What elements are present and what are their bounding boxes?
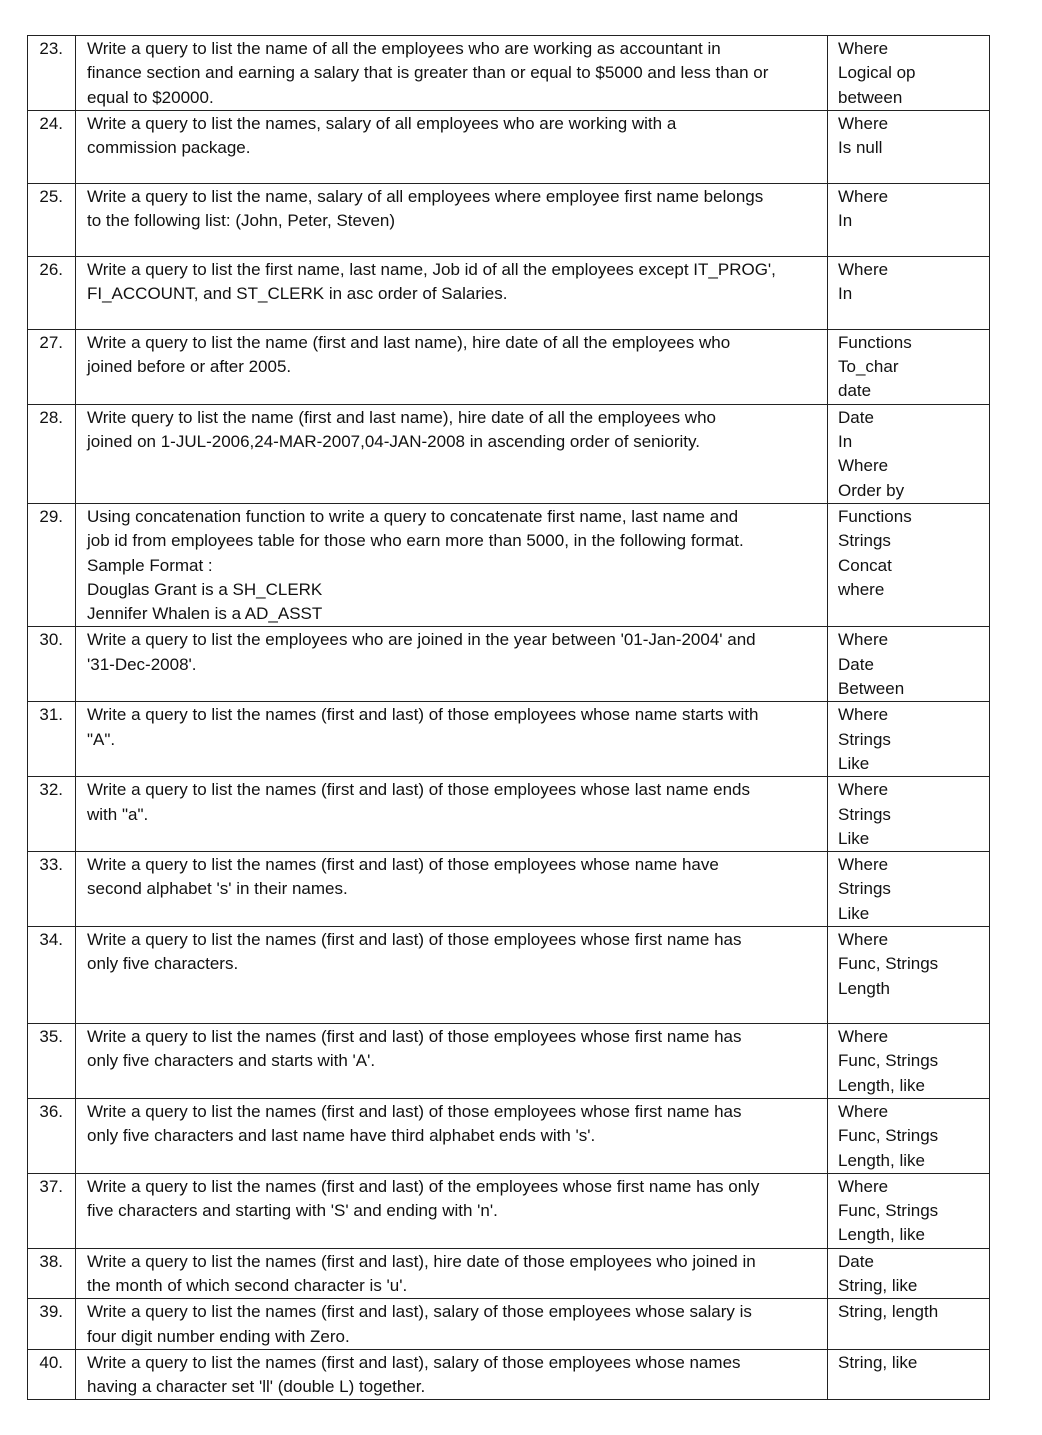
question-line: Sample Format : xyxy=(87,555,213,575)
row-number: 30. xyxy=(28,627,76,702)
table-row xyxy=(28,404,990,503)
topic-tag: In xyxy=(838,284,853,304)
topic-tag: Strings xyxy=(838,729,891,749)
question-line: joined before or after 2005. xyxy=(87,357,292,377)
question-line: to the following list: (John, Peter, Steven) xyxy=(87,211,396,231)
table-row xyxy=(28,702,990,777)
topic-tag: Where xyxy=(838,39,889,58)
question-line: Write a query to list the name, salary of all employees where employee first name belongs xyxy=(87,186,764,206)
row-number: 33. xyxy=(28,852,76,927)
topic-tag: Strings xyxy=(838,531,891,551)
question-line: only five characters and last name have third alphabet ends with 's'. xyxy=(87,1126,596,1146)
question-text xyxy=(76,1299,828,1350)
topic-tag: Where xyxy=(838,186,889,206)
topic-cell xyxy=(828,36,990,111)
question-text xyxy=(76,777,828,852)
topic-tag: Length, like xyxy=(838,1075,925,1095)
question-line: Write a query to list the names (first and last) of those employees whose first name has xyxy=(87,1027,742,1047)
question-line: Write a query to list the names (first and last), hire date of those employees who joined in xyxy=(87,1251,756,1271)
topic-tag: Where xyxy=(838,1176,889,1196)
question-line: with "a". xyxy=(87,804,149,824)
question-line: Write a query to list the names (first and last), salary of those employees whose names xyxy=(87,1352,741,1372)
question-line: four digit number ending with Zero. xyxy=(87,1326,350,1346)
question-text xyxy=(76,329,828,404)
row-number: 27. xyxy=(28,329,76,404)
question-line: finance section and earning a salary that is greater than or equal to $5000 and less than or xyxy=(87,63,769,83)
topic-tag: Is null xyxy=(838,138,883,158)
topic-tag: Concat xyxy=(838,555,892,575)
topic-tag: Where xyxy=(838,705,889,725)
table-row xyxy=(28,852,990,927)
question-line: joined on 1-JUL-2006,24-MAR-2007,04-JAN-2008 in ascending order of seniority. xyxy=(87,432,700,452)
table-row xyxy=(28,627,990,702)
topic-tag: Where xyxy=(838,259,889,279)
row-number: 38. xyxy=(28,1248,76,1299)
topic-tag: Func, Strings xyxy=(838,954,939,974)
table-row xyxy=(28,110,990,183)
question-line: having a character set 'll' (double L) together. xyxy=(87,1377,426,1397)
row-number: 23. xyxy=(28,36,76,111)
table-row xyxy=(28,1173,990,1248)
question-line: '31-Dec-2008'. xyxy=(87,654,197,674)
question-text xyxy=(76,404,828,503)
row-number: 37. xyxy=(28,1173,76,1248)
question-text xyxy=(76,256,828,329)
question-line: Using concatenation function to write a query to concatenate first name, last name and xyxy=(87,506,739,526)
question-line: Write a query to list the names (first and last) of those employees whose first name has xyxy=(87,1101,742,1121)
question-text xyxy=(76,110,828,183)
question-text xyxy=(76,927,828,1024)
question-line: Douglas Grant is a SH_CLERK xyxy=(87,579,323,599)
table-row xyxy=(28,1299,990,1350)
topic-tag: String, like xyxy=(838,1275,918,1295)
row-number: 28. xyxy=(28,404,76,503)
question-line: Write a query to list the employees who are joined in the year between '01-Jan-2004' and xyxy=(87,630,756,650)
topic-tag: date xyxy=(838,381,872,401)
topic-tag: Where xyxy=(838,456,889,476)
table-row xyxy=(28,1098,990,1173)
topic-tag: Strings xyxy=(838,804,891,824)
question-line: the month of which second character is 'u'. xyxy=(87,1275,408,1295)
topic-cell xyxy=(828,627,990,702)
question-line: Write a query to list the name of all the employees who are working as accountant in xyxy=(87,39,721,58)
table-row xyxy=(28,1024,990,1099)
row-number: 31. xyxy=(28,702,76,777)
topic-tag: Where xyxy=(838,930,889,950)
question-line: Write a query to list the name (first and last name), hire date of all the employees who xyxy=(87,332,731,352)
question-line: five characters and starting with 'S' and ending with 'n'. xyxy=(87,1201,498,1221)
topic-tag: Strings xyxy=(838,879,891,899)
question-text xyxy=(76,1098,828,1173)
table-row xyxy=(28,329,990,404)
topic-tag: Func, Strings xyxy=(838,1201,939,1221)
row-number: 39. xyxy=(28,1299,76,1350)
topic-tag: where xyxy=(838,579,885,599)
topic-cell xyxy=(828,1248,990,1299)
topic-cell xyxy=(828,1024,990,1099)
table-row xyxy=(28,1248,990,1299)
topic-tag: To_char xyxy=(838,357,899,377)
topic-cell xyxy=(828,404,990,503)
topic-tag: Logical op xyxy=(838,63,916,83)
question-line: Write a query to list the names (first and last) of the employees whose first name has only xyxy=(87,1176,760,1196)
topic-tag: Like xyxy=(838,903,870,923)
topic-cell xyxy=(828,256,990,329)
topic-tag: Date xyxy=(838,654,874,674)
topic-tag: Func, Strings xyxy=(838,1051,939,1071)
question-line: commission package. xyxy=(87,138,251,158)
topic-cell xyxy=(828,1349,990,1400)
topic-tag: String, length xyxy=(838,1302,939,1322)
topic-tag: Where xyxy=(838,780,889,800)
question-text xyxy=(76,183,828,256)
row-number: 40. xyxy=(28,1349,76,1400)
question-text xyxy=(76,852,828,927)
topic-tag: Date xyxy=(838,407,874,427)
question-text xyxy=(76,1248,828,1299)
topic-tag: Where xyxy=(838,1027,889,1047)
question-line: "A". xyxy=(87,729,116,749)
question-line: Write a query to list the names (first and last), salary of those employees whose salary is xyxy=(87,1302,752,1322)
question-text xyxy=(76,1024,828,1099)
topic-cell xyxy=(828,852,990,927)
topic-tag: Functions xyxy=(838,506,912,526)
topic-tag: Date xyxy=(838,1251,874,1271)
topic-tag: In xyxy=(838,211,853,231)
row-number: 36. xyxy=(28,1098,76,1173)
table-row xyxy=(28,256,990,329)
topic-cell xyxy=(828,503,990,626)
topic-tag: Length, like xyxy=(838,1225,925,1245)
topic-tag: Length xyxy=(838,978,890,998)
topic-cell xyxy=(828,777,990,852)
question-line: Jennifer Whalen is a AD_ASST xyxy=(87,604,323,624)
exercise-table xyxy=(27,35,990,1400)
topic-tag: In xyxy=(838,432,853,452)
row-number: 25. xyxy=(28,183,76,256)
question-line: Write a query to list the names, salary of all employees who are working with a xyxy=(87,113,677,133)
topic-cell xyxy=(828,1173,990,1248)
row-number: 29. xyxy=(28,503,76,626)
question-line: Write a query to list the names (first and last) of those employees whose name have xyxy=(87,855,719,875)
topic-cell xyxy=(828,329,990,404)
topic-tag: Where xyxy=(838,630,889,650)
question-line: Write a query to list the names (first and last) of those employees whose name starts with xyxy=(87,705,759,725)
topic-tag: Where xyxy=(838,855,889,875)
topic-tag: Order by xyxy=(838,480,905,500)
table-row xyxy=(28,927,990,1024)
question-text xyxy=(76,702,828,777)
topic-tag: Length, like xyxy=(838,1150,925,1170)
question-text xyxy=(76,36,828,111)
question-text xyxy=(76,1349,828,1400)
table-row xyxy=(28,183,990,256)
question-line: Write query to list the name (first and last name), hire date of all the employees who xyxy=(87,407,716,427)
row-number: 32. xyxy=(28,777,76,852)
row-number: 34. xyxy=(28,927,76,1024)
topic-cell xyxy=(828,927,990,1024)
row-number: 26. xyxy=(28,256,76,329)
question-line: Write a query to list the first name, last name, Job id of all the employees except IT_PROG', xyxy=(87,259,776,279)
topic-tag: Where xyxy=(838,113,889,133)
question-line: second alphabet 's' in their names. xyxy=(87,879,348,899)
row-number: 35. xyxy=(28,1024,76,1099)
topic-tag: Like xyxy=(838,753,870,773)
topic-cell xyxy=(828,702,990,777)
table-row xyxy=(28,36,990,111)
table-row xyxy=(28,777,990,852)
topic-tag: Between xyxy=(838,679,905,699)
question-line: Write a query to list the names (first and last) of those employees whose first name has xyxy=(87,930,742,950)
topic-tag: Where xyxy=(838,1101,889,1121)
topic-tag: Functions xyxy=(838,332,912,352)
question-line: FI_ACCOUNT, and ST_CLERK in asc order of Salaries. xyxy=(87,284,508,304)
topic-tag: Func, Strings xyxy=(838,1126,939,1146)
table-row xyxy=(28,503,990,626)
table-row xyxy=(28,1349,990,1400)
topic-cell xyxy=(828,110,990,183)
topic-cell xyxy=(828,1299,990,1350)
question-text xyxy=(76,503,828,626)
topic-tag: String, like xyxy=(838,1352,918,1372)
question-line: job id from employees table for those who earn more than 5000, in the following format. xyxy=(87,531,744,551)
question-line: only five characters. xyxy=(87,954,239,974)
topic-tag: between xyxy=(838,87,903,107)
question-text xyxy=(76,627,828,702)
topic-tag: Like xyxy=(838,828,870,848)
question-line: equal to $20000. xyxy=(87,87,214,107)
question-text xyxy=(76,1173,828,1248)
question-line: Write a query to list the names (first and last) of those employees whose last name ends xyxy=(87,780,750,800)
topic-cell xyxy=(828,1098,990,1173)
topic-cell xyxy=(828,183,990,256)
row-number: 24. xyxy=(28,110,76,183)
question-line: only five characters and starts with 'A'. xyxy=(87,1051,376,1071)
